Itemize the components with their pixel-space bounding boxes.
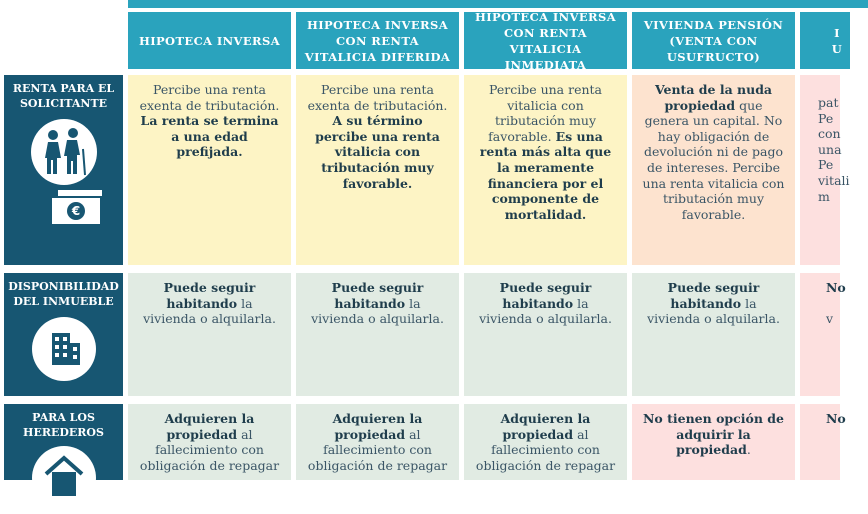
row-header-renta (4, 75, 123, 265)
row-label: DISPONIBILIDAD DEL INMUEBLE (8, 280, 119, 308)
cell-tail-text: al fallecimiento con obligación de repagar (307, 426, 448, 473)
cell-bold-text: Puede seguir habitando (331, 280, 424, 311)
cell-disponibilidad-partial (800, 273, 846, 396)
cell-bold-text: Adquieren la propiedad (164, 411, 255, 442)
cell-tail-text: la vivienda o alquilarla. (143, 295, 276, 327)
row-label: RENTA PARA EL SOLICITANTE (12, 82, 115, 110)
cell-tail-text: v (826, 311, 834, 327)
cell-herederos-inmediata (464, 404, 627, 480)
house-icon (32, 446, 96, 510)
cell-bold-text: Puede seguir habitando (163, 280, 256, 311)
cell-tail-text: la vivienda o alquilarla. (479, 295, 612, 327)
cell-bold-text: No (826, 280, 846, 295)
cell-plain-text: pat Pe con una Pe vitali m (818, 95, 850, 204)
column-header-hipoteca-inversa: HIPOTECA INVERSA (128, 12, 291, 69)
column-header-partial: I U (800, 12, 850, 69)
cell-bold-text: Adquieren la propiedad (332, 411, 423, 442)
cell-bold-text: Puede seguir habitando (499, 280, 592, 311)
cell-renta-partial (800, 75, 850, 265)
cell-bold-text: Puede seguir habitando (667, 280, 760, 311)
cell-disponibilidad-vivienda-pension (632, 273, 795, 396)
cell-renta-inmediata (464, 75, 627, 265)
cell-disponibilidad-hipoteca-inversa (128, 273, 291, 396)
cell-bold-text: No (826, 411, 846, 426)
cell-bold-text: Venta de la nuda propiedad (654, 82, 773, 113)
cell-herederos-diferida (296, 404, 459, 480)
row-header-disponibilidad (4, 273, 123, 396)
cell-plain-text: Percibe una renta exenta de tributación. (307, 82, 448, 113)
elderly-couple-money-icon (31, 119, 97, 185)
cell-tail-text: al fallecimiento con obligación de repagar (475, 426, 616, 473)
column-header-vivienda-pension: VIVIENDA PENSIÓN (VENTA CON USUFRUCTO) (632, 12, 795, 69)
euro-banknote-icon (49, 187, 107, 227)
cell-bold-text: No tienen opción de adquirir la propiedad (643, 411, 784, 458)
cell-bold-text: La renta se termina a una edad prefijada. (140, 113, 279, 160)
cell-disponibilidad-diferida (296, 273, 459, 396)
svg-text:€: € (71, 204, 81, 218)
building-icon (32, 317, 96, 381)
cell-herederos-vivienda-pension (632, 404, 795, 480)
cell-herederos-hipoteca-inversa (128, 404, 291, 480)
cell-disponibilidad-inmediata (464, 273, 627, 396)
cell-renta-vivienda-pension (632, 75, 795, 265)
row-label: PARA LOS HEREDEROS (23, 411, 104, 439)
cell-bold-text: Es una renta más alta que la meramente financiera por el componente de mortalidad. (479, 128, 612, 222)
row-header-herederos (4, 404, 123, 480)
cell-tail-text: al fallecimiento con obligación de repagar (139, 426, 280, 473)
cell-tail-text: la vivienda o alquilarla. (311, 295, 444, 327)
cell-tail-text: que genera un capital. No hay obligación de devolución ni de pago de intereses. Percibe una renta vitalicia con tributación muy favorable. (642, 97, 785, 222)
cell-renta-diferida (296, 75, 459, 265)
cell-renta-hipoteca-inversa (128, 75, 291, 265)
column-header-renta-inmediata: HIPOTECA INVERSA CON RENTA VITALICIA INMEDIATA (464, 12, 627, 69)
top-header-bar (128, 0, 868, 8)
cell-tail-text: la vivienda o alquilarla. (647, 295, 780, 327)
cell-bold-text: Adquieren la propiedad (500, 411, 591, 442)
cell-tail-text: . (746, 442, 751, 458)
cell-bold-text: A su término percibe una renta vitalicia con tributación muy favorable. (315, 113, 440, 191)
cell-plain-text: Percibe una renta exenta de tributación. (139, 82, 280, 113)
column-header-renta-diferida: HIPOTECA INVERSA CON RENTA VITALICIA DIFERIDA (296, 12, 459, 69)
cell-herederos-partial (800, 404, 846, 480)
cell-plain-text: Percibe una renta vitalicia con tributación muy favorable. (488, 82, 603, 144)
